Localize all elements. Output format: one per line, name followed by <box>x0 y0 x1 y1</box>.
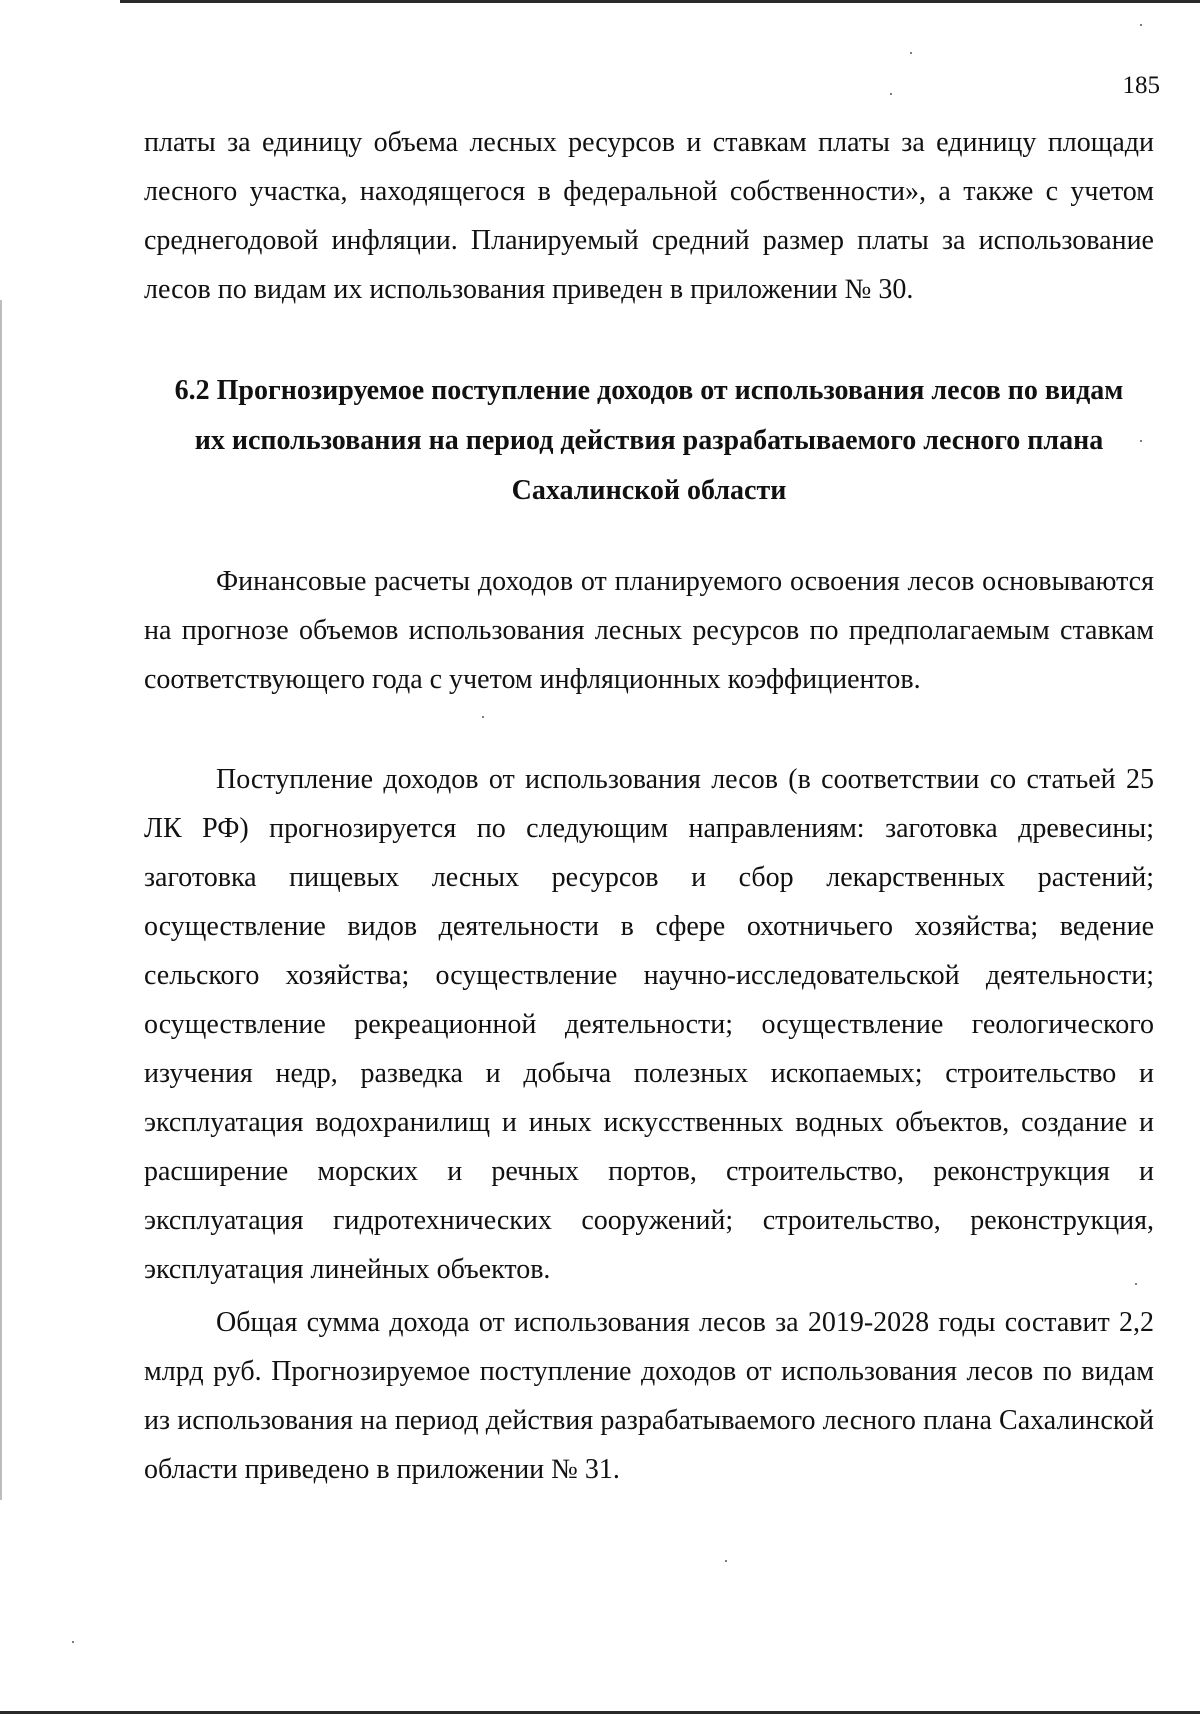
paragraph-income-directions: Поступление доходов от использования лесов (в соответствии со статьей 25 ЛК РФ) прогнозируется по следующим направлениям: заготовка древесины; заготовка пищевых лесных ресурсов и сбор лекарственных растений; осуществление видов деятельности в сфере охотничьего хозяйства; ведение сельского хозяйства; осуществление научно-исследовательской деятельности; осуществление рекреационной деятельности; осуществление геологического изучения недр, разведка и добыча полезных ископаемых; строительство и эксплуатация водохранилищ и иных искусственных водных объектов, создание и расширение морских и речных портов, строительство, реконструкция и эксплуатация гидротехнических сооружений; строительство, реконструкция, эксплуатация линейных объектов. <box>144 764 1154 1285</box>
paragraph-total-income: Общая сумма дохода от использования лесов за 2019-2028 годы составит 2,2 млрд руб. Прогнозируемое поступление доходов от использования лесов по видам из использования на период действия разрабатываемого лесного плана Сахалинской области приведено в приложении № 31. <box>144 1307 1154 1485</box>
heading-line: их использования на период действия разрабатываемого лесного плана <box>194 425 1104 456</box>
section-heading <box>144 366 1154 516</box>
scan-speck <box>890 93 892 95</box>
scan-speck <box>482 716 484 718</box>
scan-left-edge <box>0 300 2 1500</box>
page-number: 185 <box>1122 72 1160 99</box>
scan-speck <box>725 1560 727 1562</box>
scan-bottom-edge <box>0 1711 1200 1714</box>
heading-line: Сахалинской области <box>511 475 787 506</box>
scan-speck <box>910 52 912 54</box>
paragraph-rates-continuation: платы за единицу объема лесных ресурсов и ставкам платы за единицу площади лесного участка, находящегося в федеральной собственности», а также с учетом среднегодовой инфляции. Планируемый средний размер платы за использование лесов по видам их использования приведен в приложении № 30. <box>144 127 1154 305</box>
scan-speck <box>1140 24 1142 26</box>
scan-top-edge <box>120 0 1200 3</box>
scan-speck <box>72 1641 74 1643</box>
paragraph-financial-calculations: Финансовые расчеты доходов от планируемого освоения лесов основываются на прогнозе объемов использования лесных ресурсов по предполагаемым ставкам соответствующего года с учетом инфляционных коэффициентов. <box>144 566 1154 695</box>
heading-line: 6.2 Прогнозируемое поступление доходов от использования лесов по видам <box>174 375 1124 406</box>
